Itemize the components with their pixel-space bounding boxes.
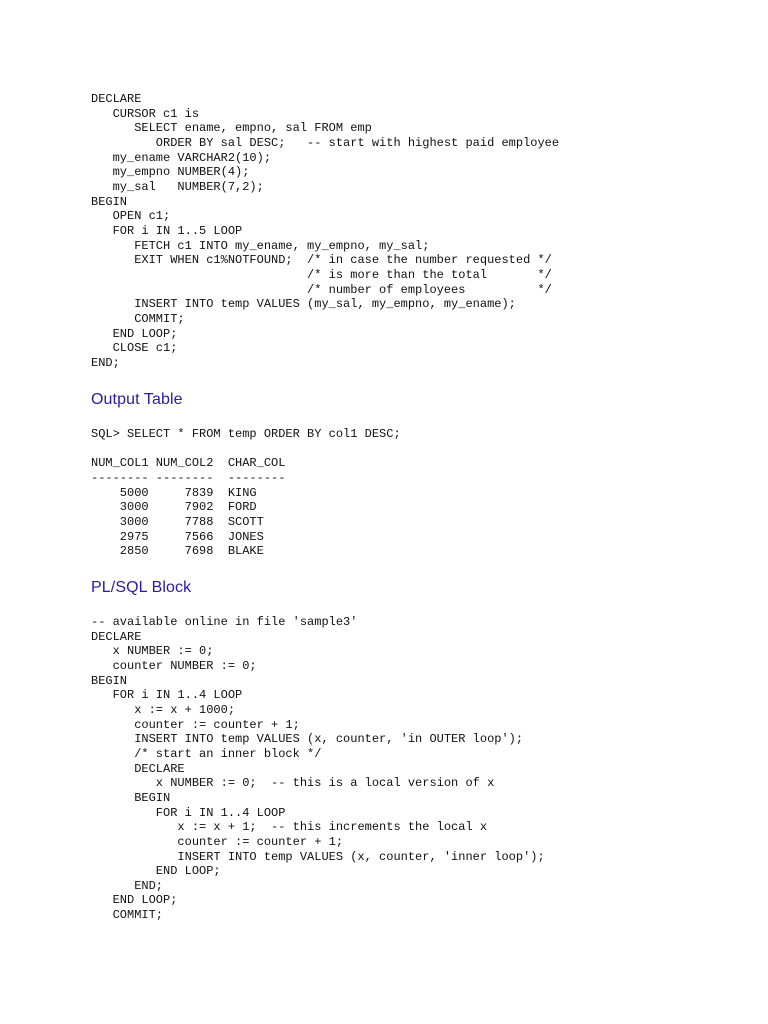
output-table-code-block: SQL> SELECT * FROM temp ORDER BY col1 DESC; NUM_COL1 NUM_COL2 CHAR_COL -------- -------- -------- 5000 7839 KING 3000 7902 FORD 3000 7788 SCOTT 2975 7566 JONES 2850 7698 BLAKE	[91, 427, 401, 559]
plsql-block-heading: PL/SQL Block	[91, 579, 192, 596]
cursor-code-block: DECLARE CURSOR c1 is SELECT ename, empno, sal FROM emp ORDER BY sal DESC; -- start with highest paid employee my_ename VARCHAR2(10); my_empno NUMBER(4); my_sal NUMBER(7,2); BEGIN OPEN c1; FOR i IN 1..5 LOOP FETCH c1 INTO my_ename, my_empno, my_sal; EXIT WHEN c1%NOTFOUND; /* in case the number requested */ /* is more than the total */ /* number of employees */ INSERT INTO temp VALUES (my_sal, my_empno, my_ename); COMMIT; END LOOP; CLOSE c1; END;	[91, 92, 560, 370]
plsql-code-block: -- available online in file 'sample3' DECLARE x NUMBER := 0; counter NUMBER := 0; BEGIN FOR i IN 1..4 LOOP x := x + 1000; counter := counter + 1; INSERT INTO temp VALUES (x, counter, 'in OUTER loop'); /* start an inner block */ DECLARE x NUMBER := 0; -- this is a local version of x BEGIN FOR i IN 1..4 LOOP x := x + 1; -- this increments the local x counter := counter + 1; INSERT INTO temp VALUES (x, counter, 'inner loop'); END LOOP; END; END LOOP; COMMIT;	[91, 615, 545, 923]
output-table-heading: Output Table	[91, 391, 183, 408]
